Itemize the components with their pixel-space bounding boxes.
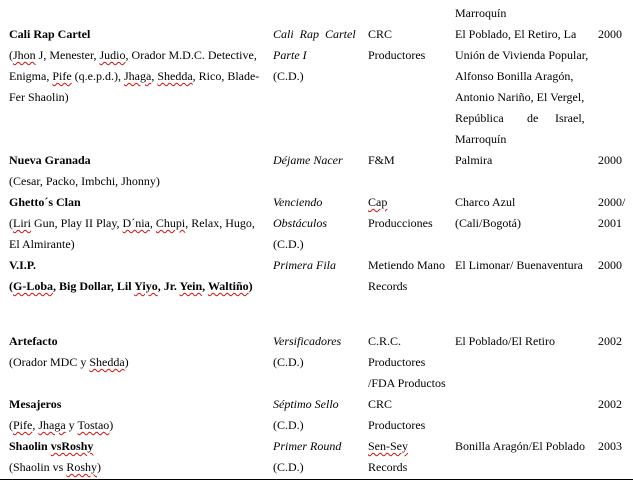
- group-members-line: Fer Shaolin): [9, 90, 69, 104]
- group-name: Artefacto: [9, 334, 58, 348]
- album-format: (C.D.): [273, 69, 304, 83]
- album-title: Primera Fila: [273, 258, 336, 272]
- album-title: Séptimo Sello: [273, 397, 339, 411]
- year: 2000/: [598, 195, 626, 209]
- location-line: Marroquín: [455, 6, 507, 20]
- location-line: Palmira: [455, 153, 493, 167]
- year: 2003: [598, 439, 622, 453]
- group-members-line: (Jhon J, Menester, Judio, Orador M.D.C. Detective,: [9, 48, 257, 62]
- album-title: Primer Round: [273, 439, 342, 453]
- location-line: Antonio Nariño, El Vergel,: [455, 90, 585, 104]
- record-label: Metiendo Mano: [368, 258, 445, 272]
- record-label: F&M: [368, 153, 395, 167]
- album-title: Obstáculos: [273, 216, 327, 230]
- album-format: (C.D.): [273, 418, 304, 432]
- record-label: C.R.C.: [368, 334, 402, 348]
- table-bottom-border: [0, 479, 633, 480]
- year: 2000: [598, 27, 622, 41]
- group-members-line: Enigma, Pife (q.e.p.d.), Jhaga, Shedda, Rico, Blade-: [9, 69, 260, 83]
- location-line: El Limonar/ Buenaventura: [455, 258, 583, 272]
- album-title: Déjame Nacer: [273, 153, 343, 167]
- location-word: de: [527, 111, 539, 125]
- year: 2001: [598, 216, 622, 230]
- group-name: V.I.P.: [9, 258, 37, 272]
- location-line: Bonilla Aragón/El Poblado: [455, 439, 585, 453]
- group-members-line: (Pife, Jhaga y Tostao): [9, 418, 114, 432]
- location-line: Marroquín: [455, 132, 507, 146]
- group-name: Nueva Granada: [9, 153, 91, 167]
- location-line: Alfonso Bonilla Aragón,: [455, 69, 574, 83]
- album-format: (C.D.): [273, 460, 304, 474]
- location-word: Israel,: [555, 111, 585, 125]
- record-label: Productores: [368, 355, 426, 369]
- group-name: Cali Rap Cartel: [9, 27, 91, 41]
- group-members-line: (Orador MDC y Shedda): [9, 355, 129, 369]
- year: 2002: [598, 334, 622, 348]
- group-members-line: (G-Loba, Big Dollar, Lil Yiyo, Jr. Yein, Waltiño): [9, 279, 253, 293]
- location-line: El Poblado/El Retiro: [455, 334, 555, 348]
- record-label: Cap: [368, 195, 388, 209]
- group-members-line: (Cesar, Packo, Imbchi, Jhonny): [9, 174, 160, 188]
- record-label: Productores: [368, 48, 426, 62]
- location-line: Charco Azul: [455, 195, 516, 209]
- record-label: Sen-Sey: [368, 439, 408, 453]
- location-line: (Cali/Bogotá): [455, 216, 521, 230]
- record-label: Productores: [368, 418, 426, 432]
- album-format: (C.D.): [273, 237, 304, 251]
- group-members-line: (Shaolin vs Roshy): [9, 460, 102, 474]
- group-name: Shaolin vsRoshy: [9, 439, 94, 453]
- location-line: Unión de Vivienda Popular,: [455, 48, 589, 62]
- location-line: El Poblado, El Retiro, La: [455, 27, 577, 41]
- record-label: Producciones: [368, 216, 433, 230]
- album-title: Versificadores: [273, 334, 342, 348]
- group-members-line: El Almirante): [9, 237, 75, 251]
- record-label: Records: [368, 279, 408, 293]
- group-name: Mesajeros: [9, 397, 62, 411]
- record-label: CRC: [368, 397, 393, 411]
- group-members-line: (Liri Gun, Play II Play, D´nia, Chupi, Relax, Hugo,: [9, 216, 255, 230]
- album-format: (C.D.): [273, 355, 304, 369]
- record-label: CRC: [368, 27, 393, 41]
- year: 2002: [598, 397, 622, 411]
- location-word: República: [455, 111, 504, 125]
- record-label: Records: [368, 460, 408, 474]
- album-title: Parte I: [273, 48, 307, 62]
- year: 2000: [598, 258, 622, 272]
- year: 2000: [598, 153, 622, 167]
- album-title: Venciendo: [273, 195, 323, 209]
- album-title: Cali Rap Cartel: [273, 27, 356, 41]
- group-name: Ghetto´s Clan: [9, 195, 81, 209]
- record-label: /FDA Productos: [368, 376, 446, 390]
